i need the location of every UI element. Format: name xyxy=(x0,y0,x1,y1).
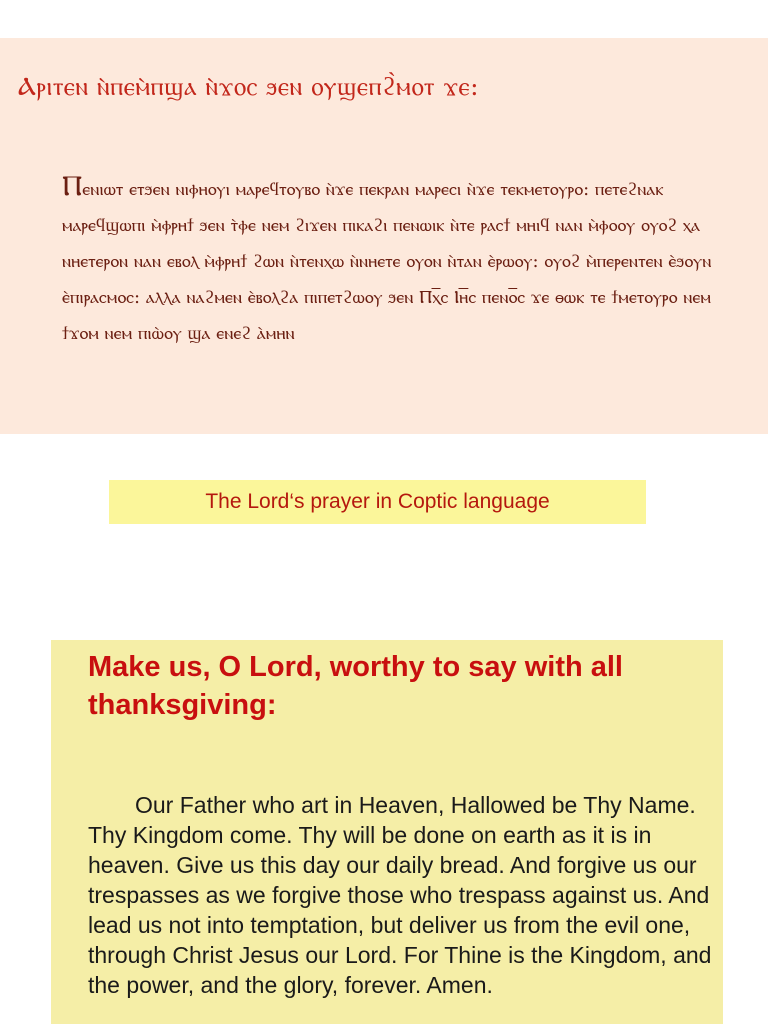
english-heading: Make us, O Lord, worthy to say with all thanksgiving: xyxy=(88,651,623,721)
caption-text: The Lord‘s prayer in Coptic language xyxy=(205,490,550,513)
caption-box xyxy=(109,480,646,524)
coptic-heading: Ⲁⲣⲓⲧⲉⲛ ⲛ̀ⲡⲉⲙ̀ⲡϣⲁ ⲛ̀ϫⲟⲥ ϧⲉⲛ ⲟⲩϣⲉⲡϩ̀ⲙⲟⲧ ϫⲉ: xyxy=(18,72,480,101)
coptic-initial-letter: Ⲡ xyxy=(62,169,83,202)
english-prayer-panel xyxy=(51,640,723,1024)
coptic-prayer-body: ⲉⲛⲓⲱⲧ ⲉⲧϧⲉⲛ ⲛⲓⲫⲏⲟⲩⲓ ⲙⲁⲣⲉϥⲧⲟⲩⲃⲟ ⲛ̀ϫⲉ ⲡⲉⲕⲣⲁⲛ ⲙⲁⲣⲉⲥⲓ ⲛ̀ϫⲉ ⲧⲉⲕⲙⲉⲧⲟⲩⲣⲟ: ⲡⲉⲧⲉϩⲛⲁⲕ ⲙⲁⲣⲉϥϣⲱⲡⲓ ⲙ̀ⲫⲣⲏϯ ϧⲉⲛ ⲧ̀ⲫⲉ ⲛⲉⲙ ϩⲓϫⲉⲛ ⲡⲓⲕⲁϩⲓ ⲡⲉⲛⲱⲓⲕ ⲛ̀ⲧⲉ ⲣⲁⲥϯ ⲙⲏⲓϥ ⲛⲁⲛ ⲙ̀ⲫⲟⲟⲩ ⲟⲩⲟϩ ⲭⲁ ⲛⲏⲉⲧⲉⲣⲟⲛ ⲛⲁⲛ ⲉⲃⲟⲗ ⲙ̀ⲫⲣⲏϯ ϩⲱⲛ ⲛ̀ⲧⲉⲛⲭⲱ ⲛ̀ⲛⲏⲉⲧⲉ ⲟⲩⲟⲛ ⲛ̀ⲧⲁⲛ ⲉ̀ⲣⲱⲟⲩ: ⲟⲩⲟϩ ⲙ̀ⲡⲉⲣⲉⲛⲧⲉⲛ ⲉ̀ϧⲟⲩⲛ ⲉ̀ⲡⲓⲣⲁⲥⲙⲟⲥ: ⲁⲗⲗⲁ ⲛⲁϩⲙⲉⲛ ⲉ̀ⲃⲟⲗϩⲁ ⲡⲓⲡⲉⲧϩⲱⲟⲩ ϧⲉⲛ Ⲡⲭ̅ⲥ Ⲓⲏ̅ⲥ ⲡⲉⲛⲟ̅ⲥ ϫⲉ ⲑⲱⲕ ⲧⲉ ϯⲙⲉⲧⲟⲩⲣⲟ ⲛⲉⲙ ϯϫⲟⲙ ⲛⲉⲙ ⲡⲓⲱ̀ⲟⲩ ϣⲁ ⲉⲛⲉϩ ⲁ̀ⲙⲏⲛ xyxy=(62,179,712,344)
english-prayer-text: Our Father who art in Heaven, Hallowed be Thy Name. Thy Kingdom come. Thy will be done on earth as it is in heaven. Give us this day our daily bread. And forgive us our trespasses as we forgive those who trespass against us. And lead us not into temptation, but deliver us from the evil one, through Christ Jesus our Lord. For Thine is the Kingdom, and the power, and the glory, forever. Amen. xyxy=(88,792,712,998)
coptic-prayer-text xyxy=(62,168,742,352)
